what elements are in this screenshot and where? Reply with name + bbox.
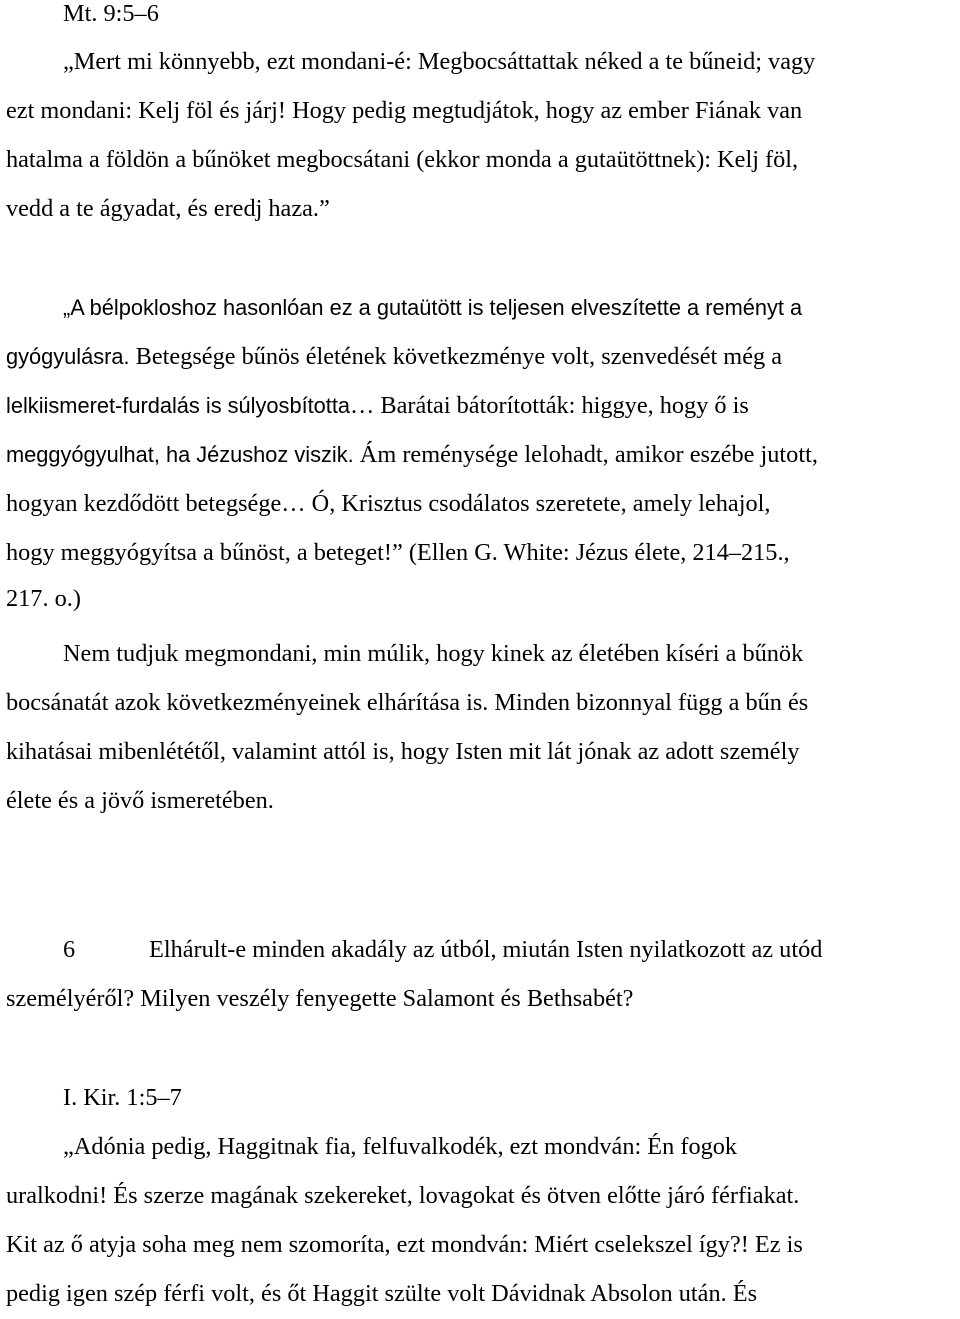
body-paragraph xyxy=(6,630,808,826)
quote-line: vedd a te ágyadat, és eredj haza.” xyxy=(6,194,330,222)
paragraph-line: kihatásai mibenlététől, valamint attól is, hogy Isten mit lát jónak az adott személy xyxy=(6,737,800,765)
quote-line: „Adónia pedig, Haggitnak fia, felfuvalkodék, ezt mondván: Én fogok xyxy=(63,1133,738,1160)
bible-quote xyxy=(6,1123,803,1319)
quote-line: ezt mondani: Kelj föl és járj! Hogy pedig megtudjátok, hogy az ember Fiának van xyxy=(6,96,803,124)
quote-line: uralkodni! És szerze magának szekereket, lovagokat és ötven előtte járó férfiakat. xyxy=(6,1181,800,1209)
paragraph-line: bocsánatát azok következményeinek elhárítása is. Minden bizonnyal függ a bűn és xyxy=(6,688,809,716)
commentary-line: lelkiismeret-furdalás is súlyosbította… Barátai bátorították: higgye, hogy ő is xyxy=(6,391,749,419)
question-line: 6 Elhárult-e minden akadály az útból, miután Isten nyilatkozott az utód xyxy=(6,926,822,975)
study-question xyxy=(6,926,822,1024)
commentary-quote xyxy=(6,284,818,621)
reference-heading: Mt. 9:5–6 xyxy=(63,0,159,27)
question-number: 6 xyxy=(63,936,76,963)
paragraph-line: Nem tudjuk megmondani, min múlik, hogy kinek az életében kíséri a bűnök xyxy=(63,640,804,667)
commentary-line: hogy meggyógyítsa a bűnöst, a beteget!” (Ellen G. White: Jézus élete, 214–215., xyxy=(6,538,790,566)
commentary-line: meggyógyulhat, ha Jézushoz viszik. Ám reménysége lelohadt, amikor eszébe jutott, xyxy=(6,440,818,468)
quote-line: hatalma a földön a bűnöket megbocsátani (ekkor monda a gutaütöttnek): Kelj föl, xyxy=(6,145,799,173)
question-line: személyéről? Milyen veszély fenyegette Salamont és Bethsabét? xyxy=(6,984,634,1012)
commentary-line: „A bélpokloshoz hasonlóan ez a gutaütött is teljesen elveszítette a reményt a xyxy=(63,295,803,320)
quote-line: pedig igen szép férfi volt, és őt Haggit szülte volt Dávidnak Absolon után. És xyxy=(6,1279,758,1307)
bible-quote xyxy=(6,38,815,234)
commentary-line: 217. o.) xyxy=(6,585,81,613)
quote-line: Kit az ő atyja soha meg nem szomoríta, ezt mondván: Miért cselekszel így?! Ez is xyxy=(6,1230,803,1258)
reference-heading: I. Kir. 1:5–7 xyxy=(63,1084,182,1111)
commentary-line: hogyan kezdődött betegsége… Ó, Krisztus csodálatos szeretete, amely lehajol, xyxy=(6,489,771,517)
quote-line: „Mert mi könnyebb, ezt mondani-é: Megbocsáttattak néked a te bűneid; vagy xyxy=(63,48,816,75)
commentary-line: gyógyulásra. Betegsége bűnös életének következménye volt, szenvedését még a xyxy=(6,342,782,370)
paragraph-line: élete és a jövő ismeretében. xyxy=(6,786,274,814)
